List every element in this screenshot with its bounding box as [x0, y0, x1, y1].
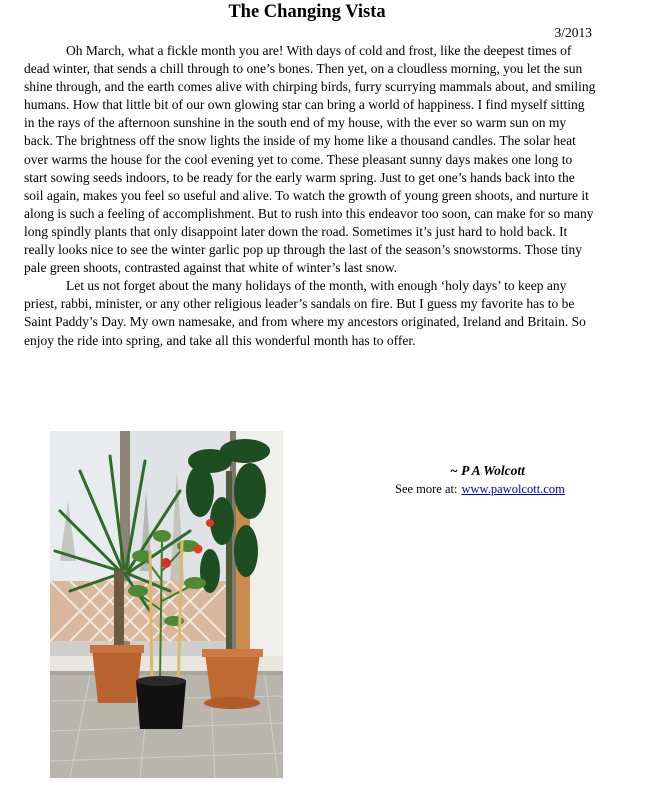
article-body [24, 42, 596, 350]
paragraph: Let us not forget about the many holidays of the month, with enough ‘holy days’ to keep any priest, rabbi, minister, or any other religious leader’s sandals on fire. But I guess my favorite has to be Saint Paddy’s Day. My own namesake, and from where my ancestors originated, Ireland and Britain. So enjoy the ride into spring, and take all this wonderful month has to offer. [24, 278, 586, 348]
document-date: 3/2013 [554, 25, 592, 40]
see-more-label: See more at: [395, 482, 458, 496]
author-signature: ~ P A Wolcott [450, 463, 525, 478]
paragraph: Oh March, what a fickle month you are! With days of cold and frost, like the deepest times of dead winter, that sends a chill through to one’s bones. Then yet, on a cloudless morning, you let the sun shine through, and the earth comes alive with chirping birds, furry scurrying mammals about, and smiling humans. How that little bit of our own glowing star can bring a world of happiness. I find myself sitting in the rays of the afternoon sunshine in the south end of my house, with the ever so warm sun on my back. The brightness off the snow lights the inside of my home like a thousand candles. The solar heat over warms the house for the cool evening yet to come. These pleasant sunny days makes one long to start sowing seeds indoors, to be ready for the early warm spring. Just to get one’s hands back into the soil again, makes you feel so useful and alive. To watch the growth of young green shoots, and nurture it along is such a feeling of accomplishment. But to rush into this endeavor too soon, can make for so many long spindly plants that only disappoint later down the road. Sometimes it’s just hard to hold back. It really looks nice to see the winter garlic pop up through the last of the season’s snowstorms. Those tiny pale green shoots, contrasted against that white of winter’s last snow. [24, 43, 596, 276]
see-more-line [395, 481, 565, 497]
houseplants-photo [50, 431, 283, 778]
website-link[interactable]: www.pawolcott.com [461, 482, 565, 496]
document-title: The Changing Vista [228, 2, 386, 22]
